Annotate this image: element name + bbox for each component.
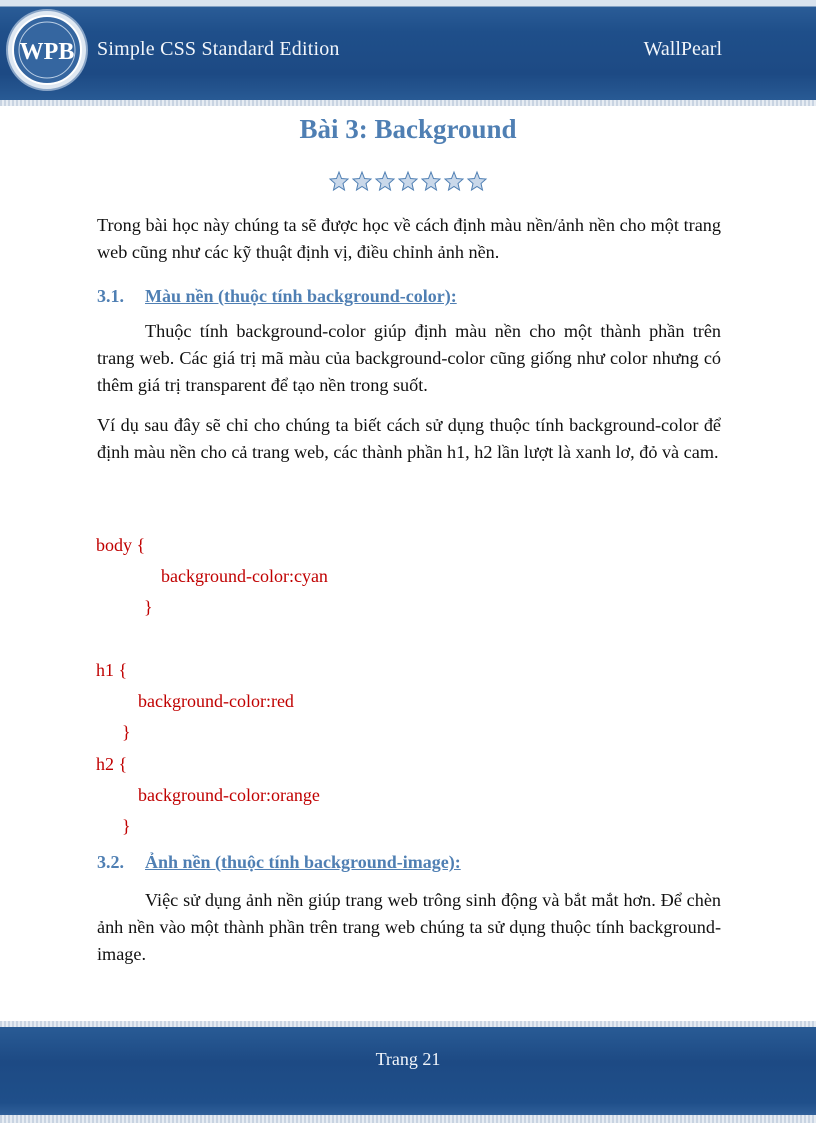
code-h2-close: } — [122, 816, 131, 836]
svg-text:WPB: WPB — [19, 39, 75, 65]
header-band — [0, 0, 816, 106]
page-number: Trang 21 — [375, 1049, 441, 1069]
code-h2-open: h2 { — [96, 754, 128, 774]
section-number: 3.1. — [97, 286, 124, 306]
code-body-prop: background-color:cyan — [161, 566, 328, 586]
code-h1-open: h1 { — [96, 660, 128, 680]
section-heading-text: Màu nền (thuộc tính background-color): — [145, 286, 457, 306]
code-body-open: body { — [96, 535, 146, 555]
star-divider-icon — [328, 170, 490, 192]
code-h1-prop: background-color:red — [138, 691, 294, 711]
code-body-close: } — [144, 597, 153, 617]
section2-paragraph-1: Việc sử dụng ảnh nền giúp trang web trông sinh động và bắt mắt hơn. Để chèn ảnh nền vào một thành phần trên trang web chúng ta sử dụng thuộc tính background-image. — [97, 890, 721, 964]
footer-band — [0, 1021, 816, 1123]
header-title: Simple CSS Standard Edition — [97, 38, 340, 60]
header-brand: WallPearl — [643, 38, 722, 60]
section1-paragraph-2: Ví dụ sau đây sẽ chỉ cho chúng ta biết cách sử dụng thuộc tính background-color để định màu nền cho cả trang web, các thành phần h1, h2 lần lượt là xanh lơ, đỏ và cam. — [97, 415, 721, 462]
section-heading-3-1 — [97, 286, 457, 307]
section-heading-3-2 — [97, 852, 461, 873]
intro-paragraph: Trong bài học này chúng ta sẽ được học về cách định màu nền/ảnh nền cho một trang web cũng như các kỹ thuật định vị, điều chỉnh ảnh nền. — [97, 215, 721, 262]
section1-paragraph-1: Thuộc tính background-color giúp định màu nền cho một thành phần trên trang web. Các giá trị mã màu của background-color cũng giống như color nhưng có thêm giá trị transparent để tạo nền trong suốt. — [97, 321, 721, 395]
section-number: 3.2. — [97, 852, 124, 872]
page-title: Bài 3: Background — [299, 114, 517, 144]
code-h1-close: } — [122, 722, 131, 742]
code-h2-prop: background-color:orange — [138, 785, 320, 805]
wpb-logo-icon — [5, 8, 89, 92]
section-heading-text: Ảnh nền (thuộc tính background-image): — [145, 852, 461, 872]
